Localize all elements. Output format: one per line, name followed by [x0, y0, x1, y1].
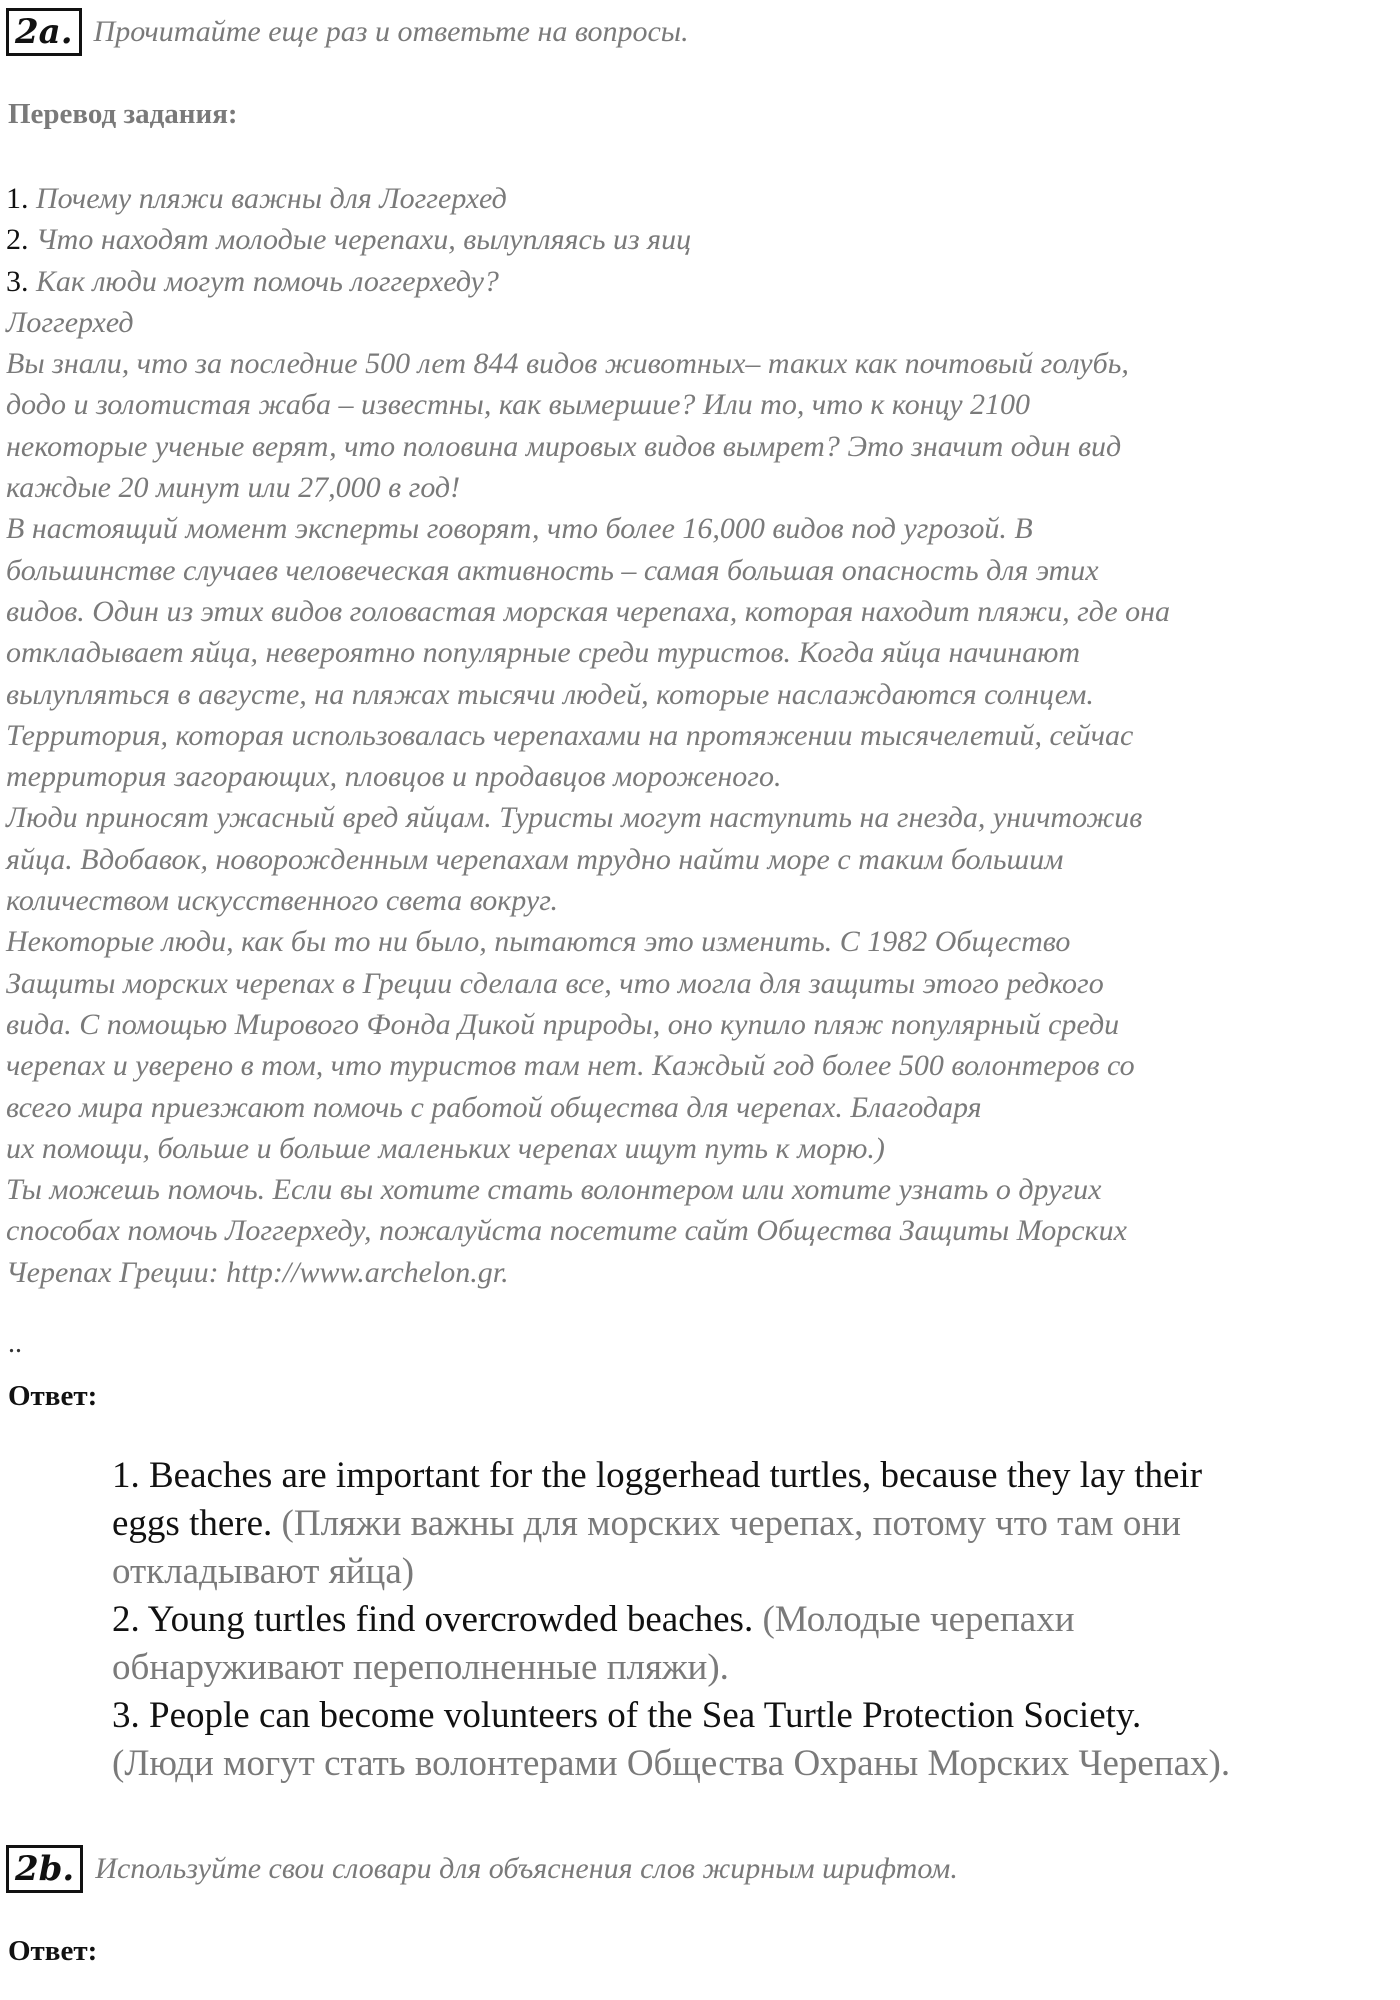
answer-line — [112, 1548, 1230, 1596]
text-line: некоторые ученые верят, что половина мировых видов вымрет? Это значит один вид — [6, 429, 1122, 463]
answer-ru: обнаруживают переполненные пляжи). — [112, 1647, 729, 1688]
answer-ru: (Молодые черепахи — [762, 1599, 1075, 1640]
translation-heading: Перевод задания: — [8, 98, 238, 130]
answer-en: 2. Young turtles find overcrowded beaches. — [112, 1599, 763, 1640]
text-line: каждые 20 минут или 27,000 в год! — [6, 471, 461, 505]
answer-line — [112, 1644, 1230, 1692]
text-line: черепах и уверено в том, что туристов там нет. Каждый год более 500 волонтеров со — [6, 1049, 1135, 1083]
question-3-num: 3. — [6, 264, 29, 298]
question-2-text: Что находят молодые черепахи, вылупляясь из яиц — [36, 223, 692, 257]
answer-ru: (Пляжи важны для морских черепах, потому что там они — [281, 1503, 1181, 1544]
task-2b-instruction: Используйте свои словари для объяснения слов жирным шрифтом. — [95, 1852, 958, 1885]
text-line: откладывает яйца, невероятно популярные среди туристов. Когда яйца начинают — [6, 636, 1081, 670]
text-line: территория загорающих, пловцов и продавцов мороженого. — [6, 760, 782, 794]
answer-line — [112, 1596, 1230, 1644]
task-2a-header — [6, 8, 689, 56]
question-2 — [6, 219, 1170, 260]
text-line: количеством искусственного света вокруг. — [6, 884, 559, 918]
answer-label-2a: Ответ: — [8, 1380, 98, 1412]
text-line: Люди приносят ужасный вред яйцам. Туристы могут наступить на гнезда, уничтожив — [6, 801, 1143, 835]
text-line: видов. Один из этих видов головастая морская черепаха, которая находит пляжи, где она — [6, 594, 1171, 628]
answer-ru: (Люди могут стать волонтерами Общества Охраны Морских Черепах). — [112, 1743, 1231, 1784]
answer-label-2b: Ответ: — [8, 1935, 98, 1967]
text-line: вида. С помощью Мирового Фонда Дикой природы, оно купило пляж популярный среди — [6, 1007, 1120, 1041]
text-line: додо и золотистая жаба – известны, как вымершие? Или то, что к концу 2100 — [6, 388, 1031, 422]
task-2b-label: 2b. — [6, 1845, 83, 1893]
text-line: Некоторые люди, как бы то ни было, пытаются это изменить. С 1982 Общество — [6, 925, 1071, 959]
separator-dots: .. — [8, 1328, 22, 1359]
text-line: их помощи, больше и больше маленьких черепах ищут путь к морю.) — [6, 1131, 885, 1165]
question-3-text: Как люди могут помочь логгерхеду? — [36, 264, 499, 298]
answer-en: eggs there. — [112, 1503, 282, 1544]
text-line: большинстве случаев человеческая активность – самая большая опасность для этих — [6, 553, 1099, 587]
answer-ru: откладывают яйца) — [112, 1551, 415, 1592]
answer-line — [112, 1452, 1230, 1500]
answer-en: 3. People can become volunteers of the Sea Turtle Protection Society. — [112, 1695, 1142, 1736]
task-2b-header — [6, 1845, 958, 1893]
text-line: яйца. Вдобавок, новорожденным черепахам трудно найти море с таким большим — [6, 842, 1064, 876]
translation-text — [6, 178, 1170, 1293]
text-line: Защиты морских черепах в Греции сделала все, что могла для защиты этого редкого — [6, 966, 1104, 1000]
question-2-num: 2. — [6, 223, 29, 257]
text-line: Логгерхед — [6, 305, 134, 339]
text-line: Вы знали, что за последние 500 лет 844 видов животных– таких как почтовый голубь, — [6, 347, 1129, 381]
question-1-text: Почему пляжи важны для Логгерхед — [36, 182, 507, 215]
task-2a-instruction: Прочитайте еще раз и ответьте на вопросы. — [93, 15, 689, 48]
text-line: вылупляться в августе, на пляжах тысячи людей, которые наслаждаются солнцем. — [6, 677, 1094, 711]
question-3 — [6, 261, 1170, 302]
task-2a-label: 2a. — [6, 8, 82, 56]
answer-line — [112, 1500, 1230, 1548]
text-line: всего мира приезжают помочь с работой общества для черепах. Благодаря — [6, 1090, 982, 1124]
text-line: Территория, которая использовалась черепахами на протяжении тысячелетий, сейчас — [6, 718, 1134, 752]
text-line: В настоящий момент эксперты говорят, что более 16,000 видов под угрозой. В — [6, 512, 1033, 546]
text-line: способах помочь Логгерхеду, пожалуйста посетите сайт Общества Защиты Морских — [6, 1214, 1127, 1248]
question-1-num: 1. — [6, 182, 29, 215]
answer-block-2a — [112, 1452, 1230, 1788]
text-line: Ты можешь помочь. Если вы хотите стать волонтером или хотите узнать о других — [6, 1173, 1102, 1207]
answer-en: 1. Beaches are important for the loggerhead turtles, because they lay their — [112, 1455, 1203, 1496]
answer-line — [112, 1692, 1230, 1740]
text-line: Черепах Греции: http://www.archelon.gr. — [6, 1255, 509, 1289]
answer-line — [112, 1740, 1230, 1788]
question-1 — [6, 178, 1170, 219]
